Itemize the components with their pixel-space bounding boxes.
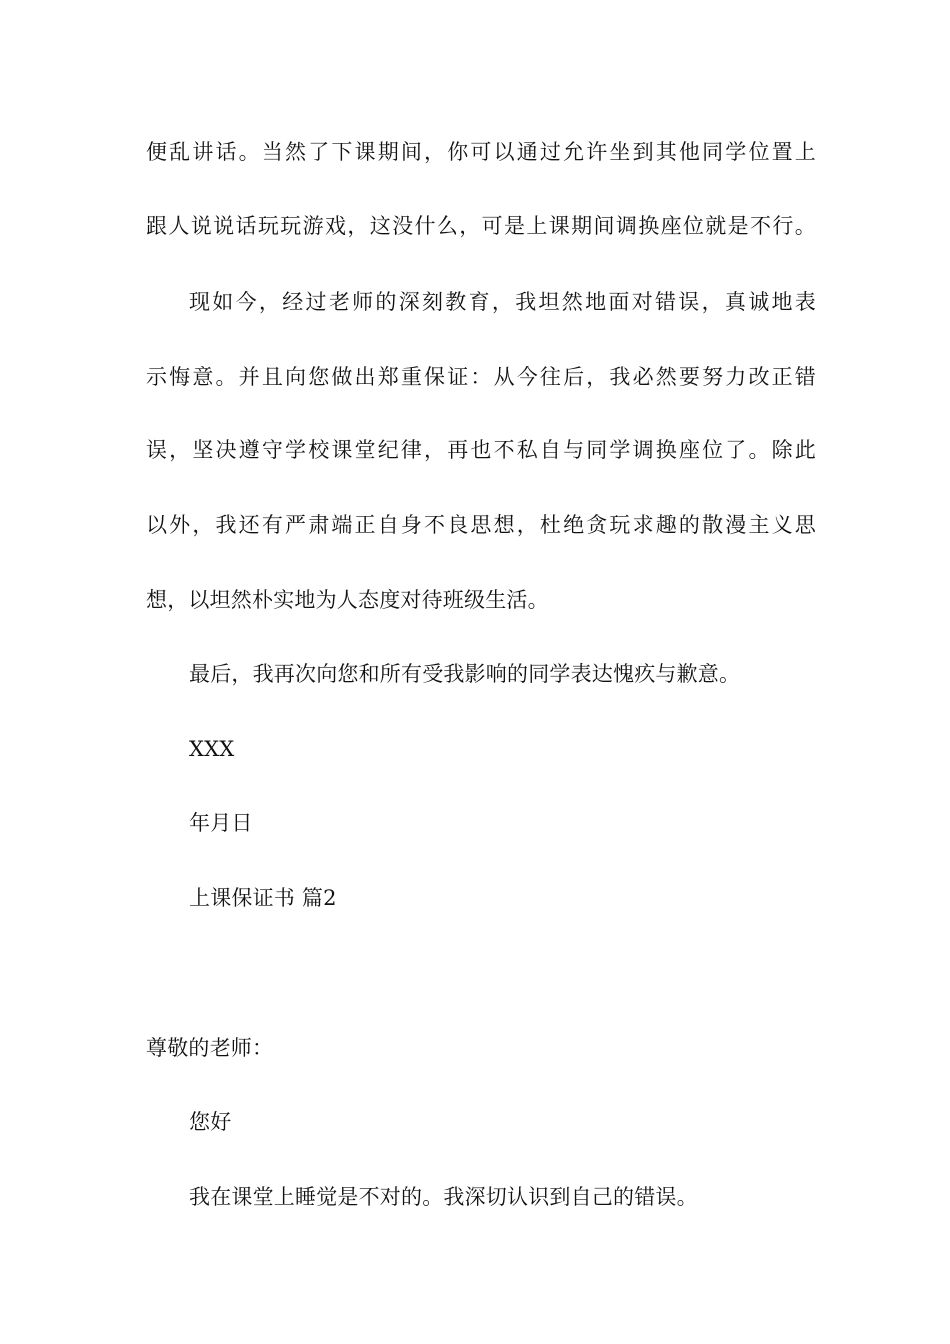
paragraph-line: 跟人说说话玩玩游戏，这没什么，可是上课期间调换座位就是不行。 <box>146 214 816 238</box>
paragraph-line: 便乱讲话。当然了下课期间，你可以通过允许坐到其他同学位置上 <box>146 140 816 164</box>
paragraph-line: 现如今，经过老师的深刻教育，我坦然地面对错误，真诚地表 <box>189 290 816 314</box>
paragraph-line: 以外，我还有严肃端正自身不良思想，杜绝贪玩求趣的散漫主义思 <box>146 513 816 537</box>
paragraph-line: 示悔意。并且向您做出郑重保证：从今往后，我必然要努力改正错 <box>146 365 816 389</box>
section-title: 上课保证书 篇2 <box>189 886 337 910</box>
paragraph-line: 最后，我再次向您和所有受我影响的同学表达愧疚与歉意。 <box>189 662 741 686</box>
paragraph-line: 我在课堂上睡觉是不对的。我深切认识到自己的错误。 <box>189 1185 698 1209</box>
salutation: 尊敬的老师： <box>146 1036 274 1060</box>
signature-date: 年月日 <box>189 811 253 835</box>
greeting: 您好 <box>189 1110 232 1134</box>
paragraph-line: 想，以坦然朴实地为人态度对待班级生活。 <box>146 588 549 612</box>
signature-name: XXX <box>189 737 235 761</box>
paragraph-line: 误，坚决遵守学校课堂纪律，再也不私自与同学调换座位了。除此 <box>146 438 816 462</box>
